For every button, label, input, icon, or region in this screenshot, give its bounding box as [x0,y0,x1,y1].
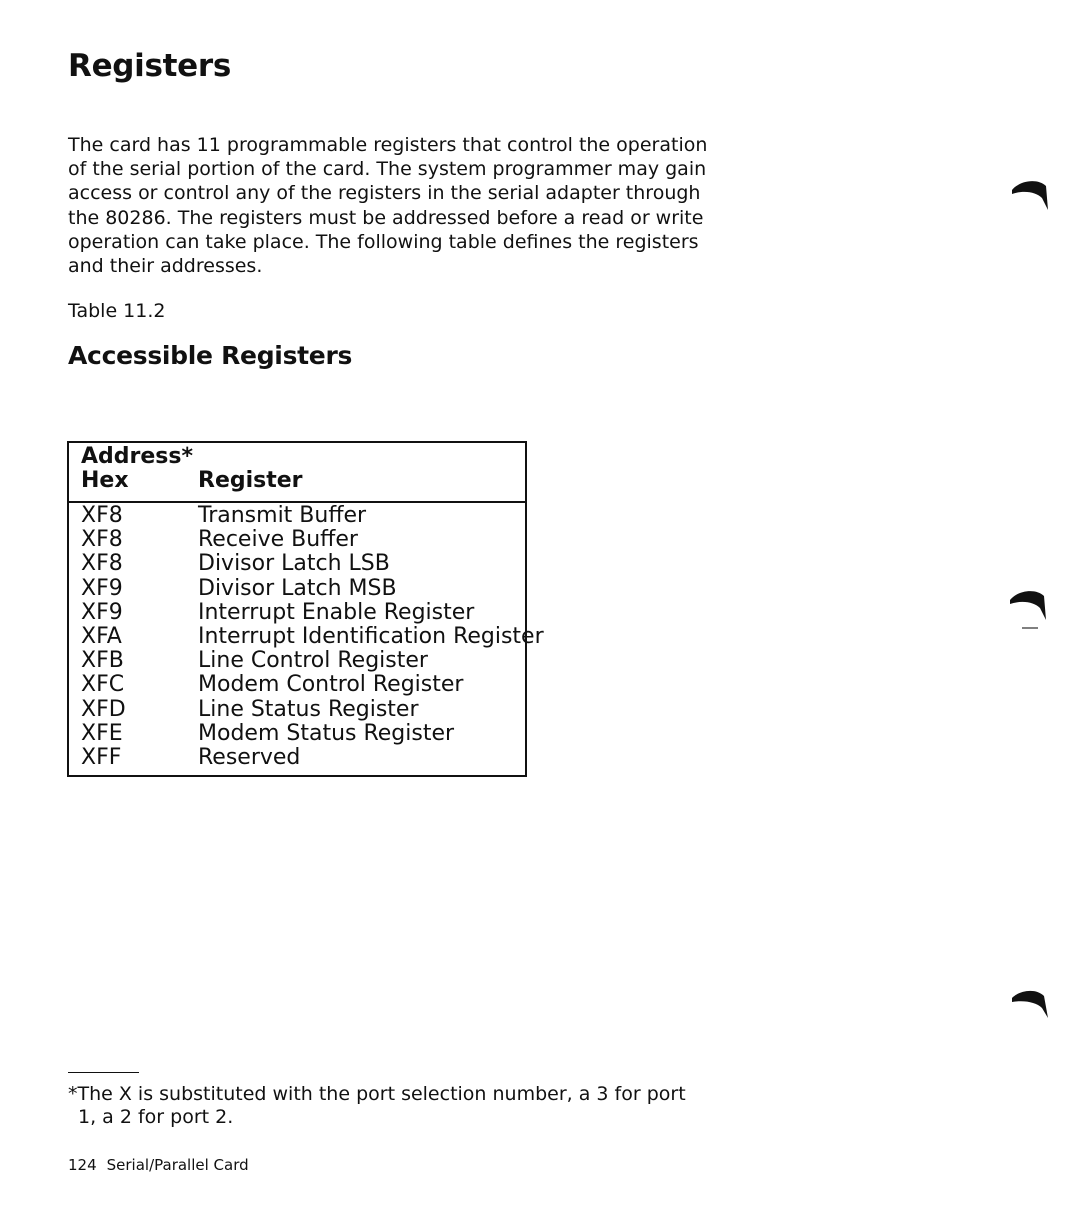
address-cell: XFC [81,672,125,698]
address-cell: XF8 [81,527,123,553]
table-body [69,503,544,770]
register-cell: Interrupt Identification Register [198,623,544,649]
register-column-header: Register [198,468,303,493]
registers-table [67,441,544,777]
register-cell: Interrupt Enable Register [198,599,475,625]
table-row [69,623,544,649]
binder-hole-mark [1008,584,1050,632]
address-cell: XFF [81,744,122,770]
register-cell: Receive Buffer [198,527,358,553]
register-cell: Divisor Latch MSB [198,575,397,601]
register-cell: Line Control Register [198,648,428,674]
table-row [69,649,525,673]
address-cell: XFB [81,648,124,674]
footnote-divider [68,1072,139,1073]
address-cell: XF8 [81,503,123,528]
table-row [69,722,525,746]
table-row [69,577,525,601]
table-row [69,746,525,770]
address-cell: XF9 [81,575,123,601]
table-row [69,601,525,625]
page-title: Registers [68,48,232,84]
address-cell: XFE [81,720,123,746]
register-cell: Modem Control Register [198,672,464,698]
intro-paragraph: The card has 11 programmable registers that control the operation of the serial portion of the card. The system programmer may gain access or control any of the registers in the serial adapter through the 80286. The registers must be addressed before a read or write operation can take place. The following table defines the registers and their addresses. [68,134,708,278]
address-cell: XF9 [81,599,123,625]
register-cell: Transmit Buffer [198,503,367,528]
footnote-line1: *The X is substituted with the port selection number, a 3 for port [68,1083,686,1105]
table-header [69,443,525,503]
footer-section-label: Serial/Parallel Card [106,1156,249,1174]
address-cell: XFD [81,696,126,722]
page-number: 124 [68,1156,97,1174]
table-row [69,673,525,697]
footnote-line2: 1, a 2 for port 2. [78,1106,234,1128]
binder-hole-mark [1010,176,1052,216]
address-header-line1: Address* [81,444,193,469]
table-row [69,698,525,722]
address-cell: XF8 [81,551,123,577]
table-caption: Table 11.2 [68,300,166,322]
table-title: Accessible Registers [68,341,353,370]
table-row [69,552,525,576]
register-cell: Modem Status Register [198,720,455,746]
page-footer [68,1156,249,1174]
address-header-line2: Hex [81,468,129,493]
address-cell: XFA [81,623,122,649]
table-row [69,528,525,552]
address-column-header [81,445,193,493]
register-cell: Reserved [198,744,301,770]
register-cell: Line Status Register [198,696,419,722]
footnote [68,1083,688,1129]
table-row [69,504,525,528]
register-cell: Divisor Latch LSB [198,551,390,577]
binder-hole-mark [1010,984,1052,1022]
